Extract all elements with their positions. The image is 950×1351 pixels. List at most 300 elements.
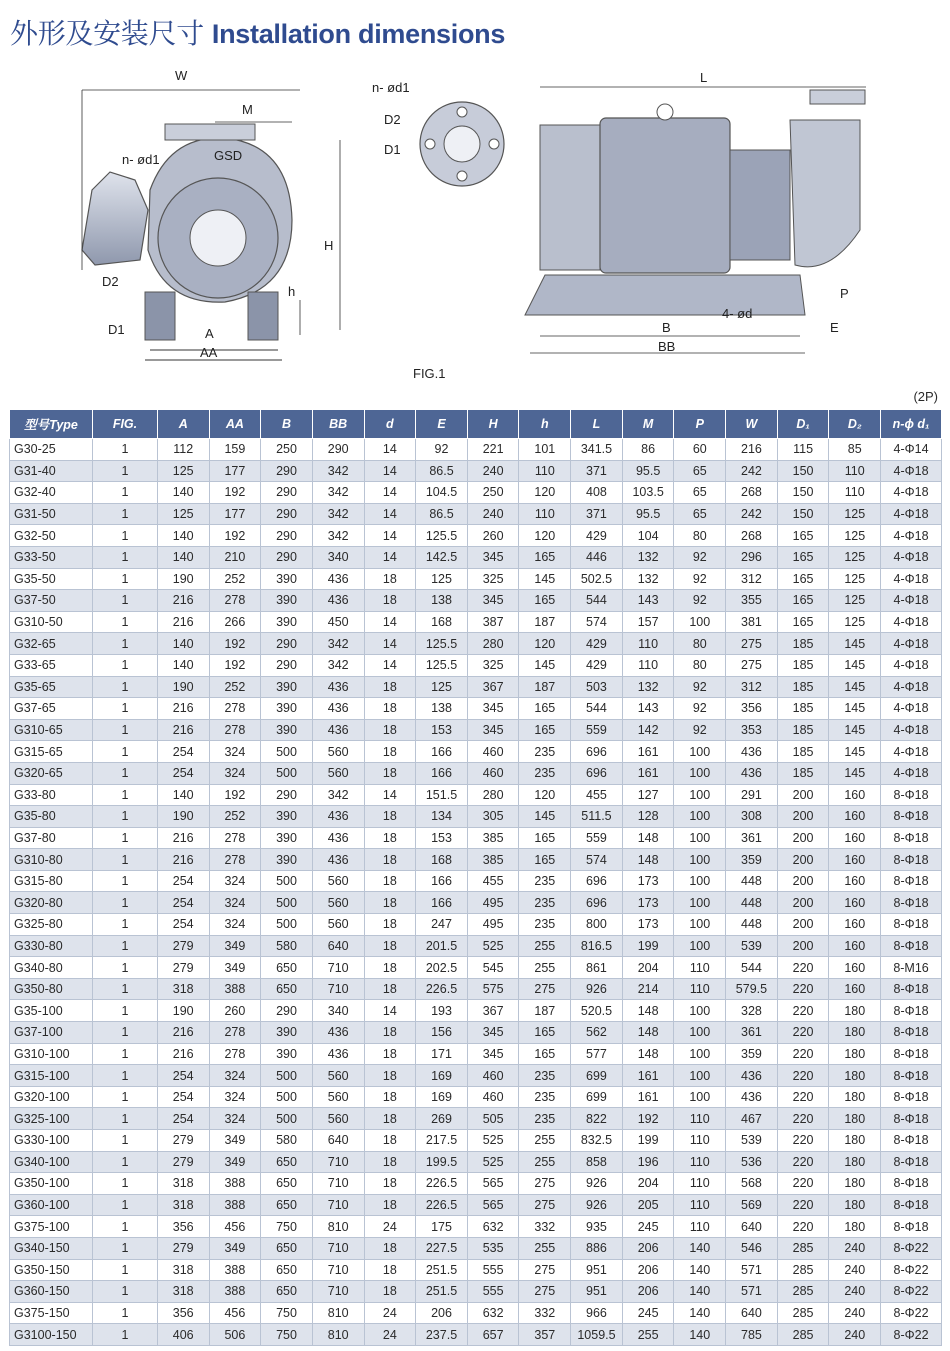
table-cell: 388	[209, 1194, 261, 1216]
table-cell: 500	[261, 1108, 313, 1130]
table-cell: 456	[209, 1302, 261, 1324]
table-cell: 140	[157, 654, 209, 676]
table-cell: 8-Φ18	[881, 935, 942, 957]
column-header: n-ϕ d₁	[881, 410, 942, 439]
table-cell: 18	[364, 741, 416, 763]
table-cell: 18	[364, 870, 416, 892]
pump-front-view	[82, 68, 340, 360]
table-cell: G310-100	[10, 1043, 93, 1065]
table-row	[10, 849, 942, 871]
table-cell: 187	[519, 611, 571, 633]
table-cell: 254	[157, 1086, 209, 1108]
table-cell: 100	[674, 741, 726, 763]
table-cell: 275	[519, 1259, 571, 1281]
table-cell: 710	[312, 957, 364, 979]
table-cell: G340-150	[10, 1237, 93, 1259]
table-cell: 8-Φ22	[881, 1302, 942, 1324]
label-m: M	[242, 102, 253, 117]
table-cell: G350-150	[10, 1259, 93, 1281]
table-cell: 200	[777, 870, 829, 892]
table-cell: 18	[364, 762, 416, 784]
table-cell: 450	[312, 611, 364, 633]
table-cell: 448	[726, 870, 778, 892]
table-cell: 235	[519, 741, 571, 763]
table-cell: 156	[416, 1022, 468, 1044]
table-row	[10, 611, 942, 633]
table-cell: 810	[312, 1302, 364, 1324]
table-cell: G350-100	[10, 1173, 93, 1195]
table-cell: 349	[209, 1151, 261, 1173]
table-cell: 18	[364, 676, 416, 698]
table-cell: 220	[777, 1000, 829, 1022]
table-cell: 110	[674, 1130, 726, 1152]
table-cell: 92	[674, 546, 726, 568]
table-row	[10, 741, 942, 763]
table-cell: 185	[777, 719, 829, 741]
table-cell: 349	[209, 957, 261, 979]
table-cell: 8-Φ22	[881, 1324, 942, 1346]
table-cell: 342	[312, 525, 364, 547]
table-cell: 175	[416, 1216, 468, 1238]
table-cell: 180	[829, 1000, 881, 1022]
table-cell: 125.5	[416, 525, 468, 547]
table-cell: 429	[571, 633, 623, 655]
table-cell: 80	[674, 525, 726, 547]
table-cell: 110	[519, 503, 571, 525]
table-cell: G320-100	[10, 1086, 93, 1108]
table-cell: 201.5	[416, 935, 468, 957]
table-cell: 390	[261, 698, 313, 720]
table-cell: G320-65	[10, 762, 93, 784]
table-cell: 361	[726, 827, 778, 849]
table-row	[10, 784, 942, 806]
table-cell: 145	[829, 676, 881, 698]
table-row	[10, 525, 942, 547]
table-cell: 710	[312, 1259, 364, 1281]
table-cell: 173	[622, 870, 674, 892]
table-cell: 696	[571, 870, 623, 892]
table-cell: 180	[829, 1065, 881, 1087]
table-cell: 390	[261, 806, 313, 828]
table-cell: 4-Φ18	[881, 762, 942, 784]
table-cell: 192	[209, 654, 261, 676]
table-cell: 18	[364, 1108, 416, 1130]
table-cell: 580	[261, 1130, 313, 1152]
table-cell: 251.5	[416, 1281, 468, 1303]
table-cell: 1	[93, 1324, 158, 1346]
table-cell: 177	[209, 460, 261, 482]
table-cell: 349	[209, 935, 261, 957]
table-cell: 242	[726, 460, 778, 482]
table-cell: 312	[726, 568, 778, 590]
table-cell: 503	[571, 676, 623, 698]
table-cell: 100	[674, 849, 726, 871]
table-row	[10, 1108, 942, 1130]
table-cell: 332	[519, 1216, 571, 1238]
table-cell: 205	[622, 1194, 674, 1216]
table-cell: 226.5	[416, 978, 468, 1000]
table-row	[10, 676, 942, 698]
table-row	[10, 1173, 942, 1195]
table-cell: 279	[157, 1151, 209, 1173]
table-cell: 216	[157, 1043, 209, 1065]
table-cell: 290	[261, 784, 313, 806]
table-cell: 367	[467, 676, 519, 698]
table-cell: 226.5	[416, 1173, 468, 1195]
table-cell: 8-Φ18	[881, 1065, 942, 1087]
dimensions-table	[9, 409, 942, 1346]
table-cell: 165	[777, 525, 829, 547]
table-row	[10, 590, 942, 612]
table-row	[10, 806, 942, 828]
table-cell: 190	[157, 676, 209, 698]
table-cell: 80	[674, 654, 726, 676]
table-cell: 275	[519, 978, 571, 1000]
table-cell: 710	[312, 1237, 364, 1259]
table-cell: 180	[829, 1043, 881, 1065]
table-cell: 328	[726, 1000, 778, 1022]
table-cell: 710	[312, 978, 364, 1000]
table-cell: 332	[519, 1302, 571, 1324]
table-cell: 278	[209, 1022, 261, 1044]
table-cell: 448	[726, 892, 778, 914]
table-cell: 525	[467, 1130, 519, 1152]
table-cell: 657	[467, 1324, 519, 1346]
table-cell: 546	[726, 1237, 778, 1259]
table-cell: 290	[261, 1000, 313, 1022]
table-cell: 255	[519, 935, 571, 957]
table-cell: 220	[777, 1173, 829, 1195]
table-cell: 100	[674, 935, 726, 957]
table-cell: 226.5	[416, 1194, 468, 1216]
table-cell: 324	[209, 870, 261, 892]
table-cell: 324	[209, 1065, 261, 1087]
table-cell: 18	[364, 806, 416, 828]
table-cell: 153	[416, 719, 468, 741]
table-cell: 696	[571, 741, 623, 763]
table-cell: 260	[467, 525, 519, 547]
table-cell: 285	[777, 1259, 829, 1281]
table-cell: 8-Φ18	[881, 1151, 942, 1173]
table-cell: 220	[777, 978, 829, 1000]
table-cell: 125	[157, 503, 209, 525]
table-cell: 500	[261, 1086, 313, 1108]
table-cell: 8-Φ18	[881, 806, 942, 828]
label-bb: BB	[658, 339, 676, 354]
table-cell: 65	[674, 482, 726, 504]
table-cell: 571	[726, 1281, 778, 1303]
table-cell: 100	[674, 1000, 726, 1022]
label-l: L	[700, 70, 708, 85]
table-row	[10, 719, 942, 741]
table-cell: 278	[209, 827, 261, 849]
table-cell: 342	[312, 654, 364, 676]
table-cell: 275	[519, 1281, 571, 1303]
table-cell: 436	[726, 1086, 778, 1108]
table-cell: 650	[261, 978, 313, 1000]
table-cell: 390	[261, 849, 313, 871]
label-e: E	[830, 320, 839, 335]
table-cell: 140	[157, 525, 209, 547]
table-cell: 4-Φ18	[881, 633, 942, 655]
table-cell: 1	[93, 503, 158, 525]
table-row	[10, 460, 942, 482]
table-cell: 324	[209, 914, 261, 936]
table-cell: 240	[829, 1324, 881, 1346]
title-en: Installation dimensions	[211, 19, 506, 49]
table-cell: 505	[467, 1108, 519, 1130]
table-row	[10, 503, 942, 525]
column-header: FIG.	[93, 410, 158, 439]
table-cell: 159	[209, 439, 261, 461]
table-cell: 1	[93, 1065, 158, 1087]
table-cell: 185	[777, 633, 829, 655]
table-cell: 559	[571, 719, 623, 741]
table-cell: 318	[157, 1259, 209, 1281]
table-cell: 560	[312, 1065, 364, 1087]
table-cell: 216	[157, 611, 209, 633]
table-cell: 571	[726, 1259, 778, 1281]
table-cell: 185	[777, 762, 829, 784]
table-cell: 1	[93, 525, 158, 547]
table-cell: 525	[467, 1151, 519, 1173]
table-cell: 560	[312, 870, 364, 892]
table-cell: 810	[312, 1324, 364, 1346]
table-cell: 173	[622, 892, 674, 914]
table-cell: 4-Φ18	[881, 698, 942, 720]
table-cell: 560	[312, 1108, 364, 1130]
table-cell: 100	[674, 1022, 726, 1044]
table-cell: 279	[157, 1130, 209, 1152]
label-small-h: h	[288, 284, 296, 299]
table-cell: 18	[364, 1151, 416, 1173]
table-cell: 699	[571, 1065, 623, 1087]
table-cell: 180	[829, 1173, 881, 1195]
label-w: W	[175, 68, 188, 83]
table-cell: 951	[571, 1281, 623, 1303]
table-cell: 359	[726, 849, 778, 871]
table-cell: 220	[777, 1043, 829, 1065]
table-cell: 650	[261, 1259, 313, 1281]
table-cell: 160	[829, 849, 881, 871]
table-cell: 120	[519, 482, 571, 504]
table-cell: 268	[726, 525, 778, 547]
table-cell: 935	[571, 1216, 623, 1238]
table-cell: 544	[571, 590, 623, 612]
table-cell: 177	[209, 503, 261, 525]
table-cell: 926	[571, 1173, 623, 1195]
table-cell: 1	[93, 1022, 158, 1044]
table-cell: 245	[622, 1216, 674, 1238]
table-cell: 14	[364, 633, 416, 655]
table-cell: 345	[467, 719, 519, 741]
table-cell: 355	[726, 590, 778, 612]
table-cell: 169	[416, 1086, 468, 1108]
table-cell: 18	[364, 892, 416, 914]
table-cell: 495	[467, 892, 519, 914]
table-cell: 185	[777, 654, 829, 676]
table-cell: 381	[726, 611, 778, 633]
table-cell: 145	[829, 654, 881, 676]
table-cell: 235	[519, 762, 571, 784]
table-cell: 390	[261, 827, 313, 849]
table-cell: 240	[467, 503, 519, 525]
table-cell: 290	[261, 633, 313, 655]
table-cell: 125	[416, 676, 468, 698]
table-row	[10, 892, 942, 914]
table-cell: 1	[93, 676, 158, 698]
table-row	[10, 870, 942, 892]
table-cell: 24	[364, 1302, 416, 1324]
table-row	[10, 1259, 942, 1281]
table-cell: 14	[364, 1000, 416, 1022]
table-cell: 190	[157, 1000, 209, 1022]
table-cell: 145	[829, 719, 881, 741]
label-d1: D1	[108, 322, 125, 337]
table-cell: 278	[209, 698, 261, 720]
table-cell: 18	[364, 1194, 416, 1216]
table-cell: 254	[157, 914, 209, 936]
table-cell: 140	[157, 633, 209, 655]
table-cell: 199	[622, 935, 674, 957]
table-cell: 390	[261, 568, 313, 590]
table-cell: 318	[157, 1194, 209, 1216]
table-cell: 80	[674, 633, 726, 655]
label-n-d1: n- ød1	[122, 152, 160, 167]
table-cell: 220	[777, 1065, 829, 1087]
table-cell: 216	[157, 590, 209, 612]
table-cell: 110	[674, 1151, 726, 1173]
table-cell: 290	[261, 654, 313, 676]
table-cell: 104.5	[416, 482, 468, 504]
flange-detail-view	[372, 80, 504, 186]
table-cell: 385	[467, 849, 519, 871]
table-cell: 436	[312, 1043, 364, 1065]
table-cell: 1	[93, 1086, 158, 1108]
table-cell: 200	[777, 935, 829, 957]
table-cell: 1	[93, 482, 158, 504]
table-cell: 1	[93, 957, 158, 979]
table-cell: 192	[209, 633, 261, 655]
table-cell: 8-Φ18	[881, 870, 942, 892]
table-cell: 132	[622, 546, 674, 568]
table-cell: 710	[312, 1173, 364, 1195]
table-cell: 429	[571, 525, 623, 547]
table-cell: 345	[467, 698, 519, 720]
table-cell: G375-150	[10, 1302, 93, 1324]
table-cell: 1	[93, 784, 158, 806]
table-cell: 278	[209, 719, 261, 741]
table-cell: 436	[312, 806, 364, 828]
table-cell: 8-Φ18	[881, 1194, 942, 1216]
table-cell: 1	[93, 935, 158, 957]
table-cell: 180	[829, 1216, 881, 1238]
table-cell: 345	[467, 1043, 519, 1065]
table-cell: 252	[209, 806, 261, 828]
table-cell: 180	[829, 1130, 881, 1152]
table-cell: G35-50	[10, 568, 93, 590]
table-cell: 125	[829, 525, 881, 547]
table-cell: 340	[312, 1000, 364, 1022]
table-cell: 110	[674, 1173, 726, 1195]
table-cell: 285	[777, 1302, 829, 1324]
table-cell: 511.5	[571, 806, 623, 828]
table-row	[10, 1130, 942, 1152]
table-cell: 145	[829, 633, 881, 655]
table-cell: 166	[416, 870, 468, 892]
table-cell: 539	[726, 1130, 778, 1152]
table-cell: 285	[777, 1281, 829, 1303]
table-cell: 460	[467, 762, 519, 784]
table-cell: 710	[312, 1194, 364, 1216]
table-cell: 324	[209, 892, 261, 914]
table-cell: 92	[674, 719, 726, 741]
label-b: B	[662, 320, 671, 335]
table-cell: 140	[157, 784, 209, 806]
table-cell: 18	[364, 914, 416, 936]
table-cell: 1	[93, 1000, 158, 1022]
table-cell: 324	[209, 762, 261, 784]
table-cell: 4-Φ18	[881, 590, 942, 612]
table-cell: 86.5	[416, 503, 468, 525]
table-cell: 388	[209, 1173, 261, 1195]
label-p: P	[840, 286, 849, 301]
table-row	[10, 1022, 942, 1044]
table-row	[10, 568, 942, 590]
table-cell: 436	[312, 827, 364, 849]
table-cell: 1	[93, 568, 158, 590]
table-cell: 750	[261, 1216, 313, 1238]
table-cell: 710	[312, 1281, 364, 1303]
table-cell: 710	[312, 1151, 364, 1173]
table-cell: 168	[416, 611, 468, 633]
table-cell: 235	[519, 1065, 571, 1087]
table-cell: 565	[467, 1194, 519, 1216]
table-cell: 8-Φ22	[881, 1237, 942, 1259]
table-cell: 125	[157, 460, 209, 482]
table-cell: 4-Φ18	[881, 654, 942, 676]
table-cell: 291	[726, 784, 778, 806]
table-cell: 14	[364, 525, 416, 547]
table-cell: 100	[674, 762, 726, 784]
column-header: D₁	[777, 410, 829, 439]
table-row	[10, 654, 942, 676]
table-cell: 165	[777, 568, 829, 590]
table-cell: 500	[261, 762, 313, 784]
table-cell: G315-100	[10, 1065, 93, 1087]
title-cn: 外形及安装尺寸	[10, 17, 204, 50]
table-cell: 436	[312, 719, 364, 741]
table-cell: 120	[519, 525, 571, 547]
table-cell: 100	[674, 784, 726, 806]
table-cell: 145	[519, 654, 571, 676]
table-cell: 101	[519, 439, 571, 461]
table-cell: 367	[467, 1000, 519, 1022]
table-cell: 100	[674, 870, 726, 892]
table-cell: 1	[93, 439, 158, 461]
table-cell: 180	[829, 1151, 881, 1173]
table-cell: 429	[571, 654, 623, 676]
table-cell: 579.5	[726, 978, 778, 1000]
table-cell: 4-Φ18	[881, 546, 942, 568]
table-cell: G31-50	[10, 503, 93, 525]
table-cell: 227.5	[416, 1237, 468, 1259]
table-cell: 1	[93, 1173, 158, 1195]
table-cell: 8-Φ18	[881, 1086, 942, 1108]
table-cell: 143	[622, 590, 674, 612]
table-cell: 165	[519, 590, 571, 612]
column-header: A	[157, 410, 209, 439]
